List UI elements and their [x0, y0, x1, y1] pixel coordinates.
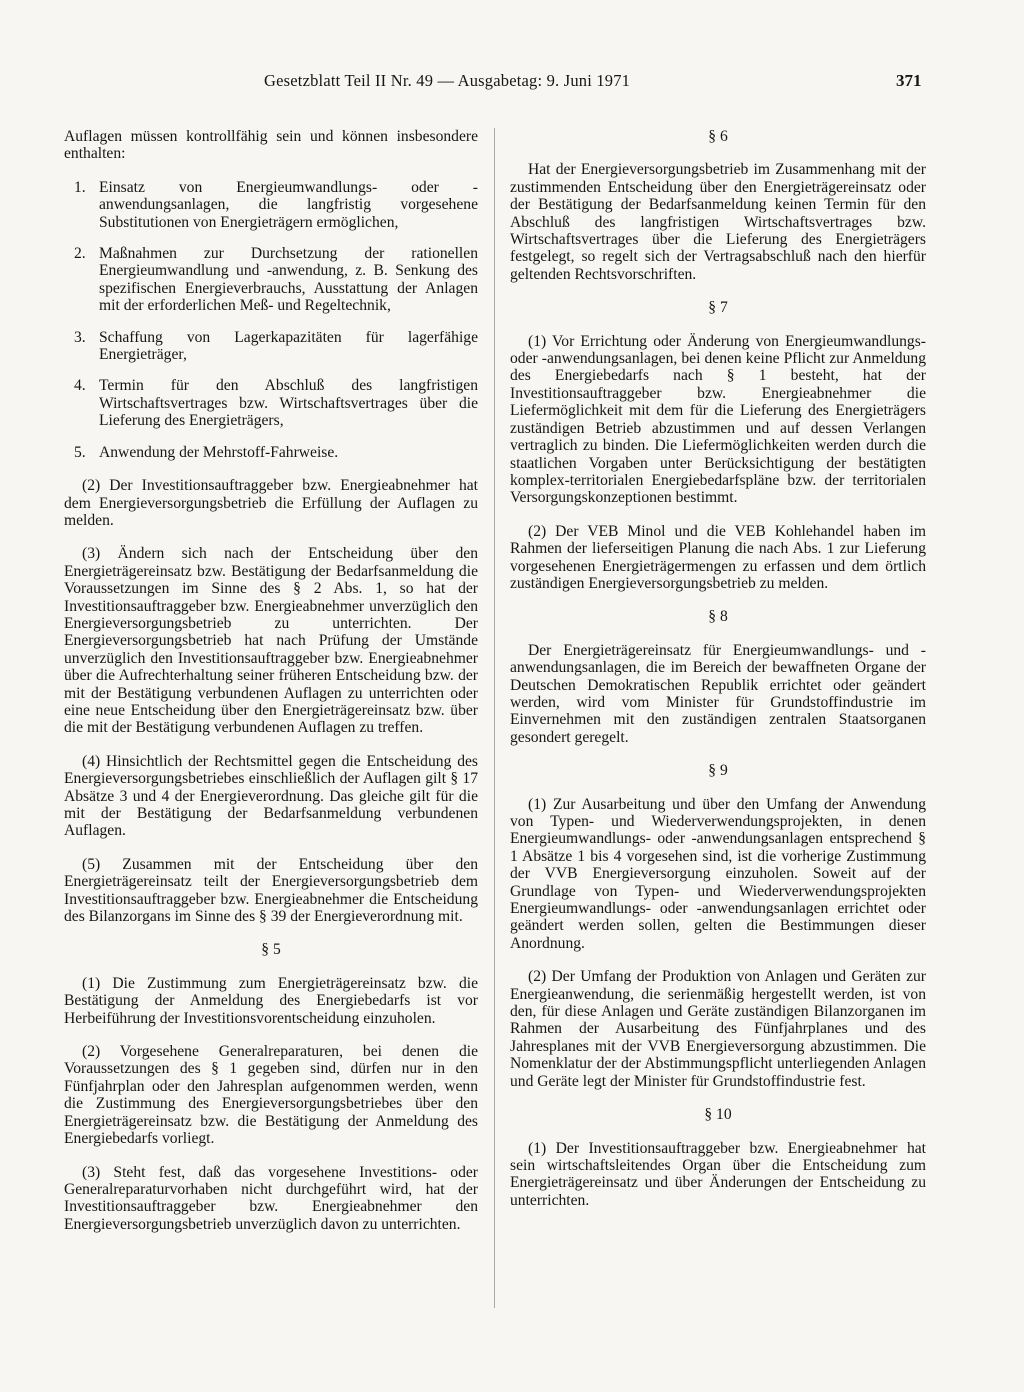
paragraph-2: (2) Der Investitionsauftraggeber bzw. Energieabnehmer hat dem Energieversorgungsbetrieb die Erfüllung der Auflagen zu melden. — [64, 477, 478, 529]
page-number: 371 — [896, 71, 922, 90]
left-column — [64, 128, 478, 1249]
intro-paragraph: Auflagen müssen kontrollfähig sein und können insbesondere enthalten: — [64, 128, 478, 163]
section-9-heading: § 9 — [708, 762, 728, 780]
requirements-list — [64, 179, 478, 461]
list-item — [64, 245, 478, 315]
section-6-heading: § 6 — [708, 128, 728, 145]
list-item — [64, 329, 478, 364]
list-item-text: Maßnahmen zur Durchsetzung der rationellen Energieumwandlung und -anwendung, z. B. Senkung des spezifischen Energieverbrauchs, Ausstattung der Anlagen mit der erforderlichen Meß- und Regeltechnik, — [99, 245, 478, 315]
list-item-number: 3. — [74, 328, 86, 346]
list-item — [64, 444, 478, 461]
list-item-text: Schaffung von Lagerkapazitäten für lagerfähige Energieträger, — [99, 328, 478, 364]
column-divider — [494, 128, 495, 1308]
right-column — [510, 128, 926, 1225]
list-item — [64, 179, 478, 231]
section-5-heading: § 5 — [261, 941, 281, 959]
section-9-paragraph-1: (1) Zur Ausarbeitung und über den Umfang der Anwendung von Typen- und Wiederverwendungsprojekten, in denen Energieumwandlungs- oder -anwendungsanlagen entsprechend § 1 Absätze 1 bis 4 vorgesehen sind, ist die vorherige Zustimmung der VVB Energieversorgung einzuholen. Soweit auf der Grundlage von Typen- und Wiederverwendungsprojekten Energieumwandlungs- oder -anwendungsanlagen errichtet oder geändert werden sollen, gelten die Bestimmungen dieser Anordnung. — [510, 795, 926, 952]
list-item — [64, 377, 478, 429]
list-item-number: 5. — [74, 443, 86, 461]
list-item-text: Anwendung der Mehrstoff-Fahrweise. — [99, 443, 339, 461]
section-6-paragraph: Hat der Energieversorgungsbetrieb im Zusammenhang mit der zustimmenden Entscheidung über den Energieträgereinsatz oder der Bestätigung der Bedarfsanmeldung keinen Termin für den Abschluß des langfristigen Wirtschaftsvertrages bzw. Wirtschaftsvertrages über die Lieferung des Energieträgers festgelegt, so regelt sich der Vertragsabschluß nach den hierfür geltenden Rechtsvorschriften. — [510, 161, 926, 283]
paragraph-5: (5) Zusammen mit der Entscheidung über den Energieträgereinsatz teilt der Energieversorgungsbetrieb dem Investitionsauftraggeber bzw. Energieabnehmer die Entscheidung des Bilanzorgans im Sinne des § 39 der Energieverordnung mit. — [64, 855, 478, 926]
section-7-paragraph-1: (1) Vor Errichtung oder Änderung von Energieumwandlungs- oder -anwendungsanlagen, bei denen keine Pflicht zur Anmeldung des Energiebedarfs nach § 1 besteht, hat der Investitionsauftraggeber bzw. Energieabnehmer die Liefermöglichkeit mit dem für die Lieferung des Energieträgers zuständigen Betrieb abzustimmen und auf dessen Verlangen vertraglich zu binden. Die Liefermöglichkeiten werden durch die staatlichen Vorgaben unter Berücksichtigung der bestätigten komplex-territorialen Energiebedarfspläne bzw. der territorialen Versorgungskonzeptionen bestimmt. — [510, 332, 926, 507]
list-item-number: 2. — [74, 245, 86, 263]
section-7-paragraph-2: (2) Der VEB Minol und die VEB Kohlehandel haben im Rahmen der lieferseitigen Planung die nach Abs. 1 zur Lieferung vorgesehenen Energieträgermengen zu erfassen und dem örtlich zuständigen Energieversorgungsbetrieb zu melden. — [510, 522, 926, 592]
section-5-paragraph-1: (1) Die Zustimmung zum Energieträgereinsatz bzw. die Bestätigung der Anmeldung des Energiebedarfs ist vor Herbeiführung der Investitionsvorentscheidung einzuholen. — [64, 974, 478, 1027]
page-header-title: Gesetzblatt Teil II Nr. 49 — Ausgabetag: 9. Juni 1971 — [264, 71, 631, 90]
section-7-heading: § 7 — [708, 299, 728, 317]
list-item-text: Termin für den Abschluß des langfristigen Wirtschaftsvertrages bzw. Wirtschaftsvertrages über die Lieferung des Energieträgers, — [99, 377, 478, 430]
section-8-heading: § 8 — [708, 608, 728, 626]
section-5-paragraph-2: (2) Vorgesehene Generalreparaturen, bei denen die Voraussetzungen des § 1 gegeben sind, dürfen nur in den Fünfjahrplan oder den Jahresplan aufgenommen werden, wenn die Zustimmung des Energieversorgungsbetriebes über den Energieträgereinsatz bzw. die Bestätigung der Anmeldung des Energiebedarfs vorliegt. — [64, 1043, 478, 1148]
paragraph-3: (3) Ändern sich nach der Entscheidung über den Energieträgereinsatz bzw. Bestätigung der Bedarfsanmeldung die Voraussetzungen im Sinne des § 2 Abs. 1, so hat der Investitionsauftraggeber bzw. Energieabnehmer unverzüglich den Energieversorgungsbetrieb zu unterrichten. Der Energieversorgungsbetrieb hat nach Prüfung der Umstände unverzüglich den Investitionsauftraggeber bzw. Energieabnehmer über die Aufrechterhaltung seiner früheren Entscheidung bzw. der mit der Bestätigung verbundenen Auflagen zu unterrichten oder eine neue Entscheidung über den Energieträgereinsatz bzw. über die mit der Bestätigung verbundenen Auflagen zu treffen. — [64, 545, 478, 737]
list-item-number: 4. — [74, 377, 86, 395]
paragraph-4: (4) Hinsichtlich der Rechtsmittel gegen die Entscheidung des Energieversorgungsbetriebes einschließlich der Auflagen gilt § 17 Absätze 3 und 4 der Energieverordnung. Das gleiche gilt für die mit der Bestätigung der Bedarfsanmeldung verbundenen Auflagen. — [64, 752, 478, 840]
section-10-heading: § 10 — [704, 1106, 732, 1124]
list-item-number: 1. — [74, 178, 86, 196]
section-10-paragraph-1: (1) Der Investitionsauftraggeber bzw. Energieabnehmer hat sein wirtschaftsleitendes Organ über die Entscheidung zum Energieträgereinsatz und über Änderungen der Entscheidung zu unterrichten. — [510, 1139, 926, 1209]
section-8-paragraph: Der Energieträgereinsatz für Energieumwandlungs- und -anwendungsanlagen, die im Bereich der bewaffneten Organe der Deutschen Demokratischen Republik errichtet oder geändert werden, wird vom Minister für Grundstoffindustrie im Einvernehmen mit den zuständigen zentralen Staatsorganen gesondert geregelt. — [510, 641, 926, 746]
section-9-paragraph-2: (2) Der Umfang der Produktion von Anlagen und Geräten zur Energieanwendung, die serienmäßig hergestellt werden, ist von den, für diese Anlagen und Geräte zuständigen Bilanzorganen im Rahmen der Ausarbeitung des Fünfjahrplanes und des Jahresplanes mit der VVB Energieversorgung abzustimmen. Die Nomenklatur der der Abstimmungspflicht unterliegenden Anlagen und Geräte legt der Minister für Grundstoffindustrie fest. — [510, 968, 926, 1090]
list-item-text: Einsatz von Energieumwandlungs- oder -anwendungsanlagen, die langfristig vorgesehene Substitutionen von Energieträgern ermöglichen, — [99, 178, 478, 231]
section-5-paragraph-3: (3) Steht fest, daß das vorgesehene Investitions- oder Generalreparaturvorhaben nicht durchgeführt wird, hat der Investitionsauftraggeber bzw. Energieabnehmer den Energieversorgungsbetrieb unverzüglich davon zu unterrichten. — [64, 1163, 478, 1233]
